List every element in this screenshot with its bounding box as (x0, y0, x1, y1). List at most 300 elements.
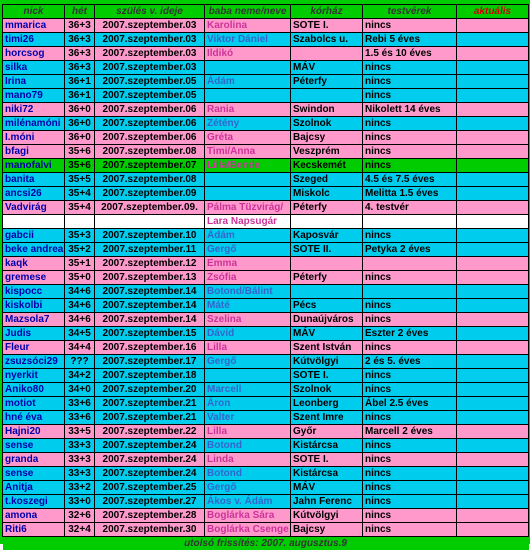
table-row (3, 313, 529, 327)
cell-het: 34+5 (65, 327, 95, 341)
cell-hospital: Dunaújváros (291, 313, 363, 327)
cell-aktualis (457, 453, 529, 467)
cell-aktualis (457, 509, 529, 523)
cell-baby: Dávid (205, 327, 291, 341)
cell-siblings: nincs (363, 145, 457, 159)
cell-het: 35+1 (65, 257, 95, 271)
cell-het: 36+0 (65, 117, 95, 131)
cell-date: 2007.szeptember.09. (95, 201, 205, 215)
cell-baby: Lilla (205, 341, 291, 355)
cell-het: 36+3 (65, 33, 95, 47)
cell-nick: gremese (3, 271, 65, 285)
cell-het: 32+6 (65, 509, 95, 523)
cell-date: 2007.szeptember.05 (95, 89, 205, 103)
cell-siblings: nincs (363, 229, 457, 243)
cell-siblings: nincs (363, 509, 457, 523)
cell-nick: mano79 (3, 89, 65, 103)
cell-aktualis (457, 187, 529, 201)
cell-hospital: Szeged (291, 173, 363, 187)
cell-hospital (291, 215, 363, 229)
table-row (3, 425, 529, 439)
cell-baby (205, 173, 291, 187)
cell-date: 2007.szeptember.06 (95, 103, 205, 117)
cell-hospital: Péterfy (291, 75, 363, 89)
cell-baby: Emma (205, 257, 291, 271)
table-row (3, 523, 529, 537)
header-szules: szülés v. ideje (95, 5, 205, 19)
cell-nick: hné éva (3, 411, 65, 425)
cell-siblings: nincs (363, 159, 457, 173)
cell-siblings: Melitta 1.5 éves (363, 187, 457, 201)
cell-het: 36+3 (65, 47, 95, 61)
cell-nick: nyerkit (3, 369, 65, 383)
cell-het: 35+0 (65, 271, 95, 285)
table-body (3, 19, 529, 537)
cell-siblings: nincs (363, 117, 457, 131)
cell-nick: Mazsola7 (3, 313, 65, 327)
cell-hospital: MÁV (291, 61, 363, 75)
cell-baby: Szelina (205, 313, 291, 327)
cell-baby: Lilla (205, 425, 291, 439)
cell-nick: Riti6 (3, 523, 65, 537)
cell-aktualis (457, 411, 529, 425)
table-row (3, 257, 529, 271)
cell-hospital: SOTE I. (291, 453, 363, 467)
cell-baby: Karolina (205, 19, 291, 33)
cell-siblings: 4. testvér (363, 201, 457, 215)
cell-het: 35+5 (65, 173, 95, 187)
cell-nick: manofalvi (3, 159, 65, 173)
cell-aktualis (457, 285, 529, 299)
cell-siblings: nincs (363, 439, 457, 453)
table-row (3, 299, 529, 313)
cell-nick: Judis (3, 327, 65, 341)
table-row (3, 89, 529, 103)
header-nick: nick (3, 5, 65, 19)
cell-date: 2007.szeptember.17 (95, 355, 205, 369)
cell-baby: Ádám (205, 75, 291, 89)
cell-date: 2007.szeptember.24 (95, 453, 205, 467)
cell-het: 35+3 (65, 229, 95, 243)
cell-siblings: nincs (363, 341, 457, 355)
cell-date: 2007.szeptember.09 (95, 187, 205, 201)
cell-date: 2007.szeptember.13 (95, 271, 205, 285)
cell-siblings: 2 és 5. éves (363, 355, 457, 369)
cell-aktualis (457, 271, 529, 285)
table-row (3, 33, 529, 47)
cell-hospital: Swindon (291, 103, 363, 117)
cell-siblings: nincs (363, 271, 457, 285)
cell-het (65, 215, 95, 229)
cell-nick: Anitja (3, 481, 65, 495)
cell-baby: Gergő (205, 481, 291, 495)
table-row (3, 215, 529, 229)
cell-het: 33+2 (65, 481, 95, 495)
cell-aktualis (457, 383, 529, 397)
cell-nick: timi26 (3, 33, 65, 47)
cell-date: 2007.szeptember.07 (95, 159, 205, 173)
cell-hospital: Kaposvár (291, 229, 363, 243)
cell-baby: Gergő (205, 243, 291, 257)
cell-baby (205, 369, 291, 383)
cell-hospital: Szabolcs u. (291, 33, 363, 47)
table-row (3, 355, 529, 369)
cell-baby: Lara Napsugár (205, 215, 291, 229)
cell-siblings: nincs (363, 299, 457, 313)
cell-het: 36+3 (65, 19, 95, 33)
cell-siblings: Rebi 5 éves (363, 33, 457, 47)
cell-aktualis (457, 61, 529, 75)
cell-hospital: Kútvölgyi (291, 509, 363, 523)
cell-hospital: Kútvölgyi (291, 355, 363, 369)
cell-date: 2007.szeptember.14 (95, 313, 205, 327)
cell-siblings: nincs (363, 61, 457, 75)
cell-het: 35+6 (65, 159, 95, 173)
cell-nick: sense (3, 439, 65, 453)
cell-nick: Vadvirág (3, 201, 65, 215)
table-row (3, 327, 529, 341)
cell-baby: Pálma Tüzvirág/ (205, 201, 291, 215)
table-row (3, 369, 529, 383)
cell-het: 33+3 (65, 439, 95, 453)
cell-hospital: SOTE I. (291, 369, 363, 383)
table-row (3, 229, 529, 243)
cell-het: 33+3 (65, 453, 95, 467)
cell-het: 34+6 (65, 285, 95, 299)
table-row (3, 159, 529, 173)
cell-aktualis (457, 173, 529, 187)
cell-nick: Irina (3, 75, 65, 89)
cell-het: 34+2 (65, 369, 95, 383)
cell-nick: ancsi26 (3, 187, 65, 201)
cell-het: 35+6 (65, 145, 95, 159)
cell-siblings: nincs (363, 19, 457, 33)
cell-hospital: Győr (291, 425, 363, 439)
cell-date: 2007.szeptember.06 (95, 117, 205, 131)
table-row (3, 411, 529, 425)
cell-hospital: Szolnok (291, 383, 363, 397)
cell-date: 2007.szeptember.03 (95, 61, 205, 75)
cell-nick: kispocc (3, 285, 65, 299)
cell-hospital: Bajcsy (291, 131, 363, 145)
table-row (3, 117, 529, 131)
table-row (3, 145, 529, 159)
cell-date: 2007.szeptember.11 (95, 243, 205, 257)
cell-hospital (291, 47, 363, 61)
last-update-text: utolsó frissítés: 2007. augusztus.9 (3, 537, 529, 550)
cell-nick: I.móni (3, 131, 65, 145)
cell-hospital: MÁV (291, 327, 363, 341)
cell-aktualis (457, 341, 529, 355)
cell-nick: sense (3, 467, 65, 481)
cell-siblings: nincs (363, 89, 457, 103)
cell-date: 2007.szeptember.22 (95, 425, 205, 439)
cell-het: 33+5 (65, 425, 95, 439)
cell-date: 2007.szeptember.03 (95, 47, 205, 61)
cell-aktualis (457, 33, 529, 47)
cell-date: 2007.szeptember.24 (95, 439, 205, 453)
cell-date: 2007.szeptember.27 (95, 495, 205, 509)
cell-aktualis (457, 439, 529, 453)
cell-het: 34+4 (65, 341, 95, 355)
cell-siblings: Marcell 2 éves (363, 425, 457, 439)
cell-nick: silka (3, 61, 65, 75)
cell-aktualis (457, 103, 529, 117)
footer-row (3, 537, 529, 550)
cell-baby: Boglárka Sára (205, 509, 291, 523)
cell-aktualis (457, 145, 529, 159)
cell-date: 2007.szeptember.03 (95, 33, 205, 47)
cell-het: 33+3 (65, 467, 95, 481)
cell-aktualis (457, 47, 529, 61)
cell-nick: kiskolbi (3, 299, 65, 313)
table-row (3, 467, 529, 481)
cell-aktualis (457, 257, 529, 271)
cell-aktualis (457, 299, 529, 313)
header-testverek: testvérek (363, 5, 457, 19)
cell-date: 2007.szeptember.25 (95, 481, 205, 495)
cell-date: 2007.szeptember.21 (95, 397, 205, 411)
cell-siblings (363, 285, 457, 299)
table-row (3, 383, 529, 397)
cell-date: 2007.szeptember.24 (95, 467, 205, 481)
table-row (3, 61, 529, 75)
cell-baby: Viktor Dániel (205, 33, 291, 47)
cell-baby (205, 61, 291, 75)
cell-nick: bfagi (3, 145, 65, 159)
cell-nick: kaqk (3, 257, 65, 271)
cell-aktualis (457, 481, 529, 495)
cell-aktualis (457, 131, 529, 145)
cell-nick: banita (3, 173, 65, 187)
cell-het: 36+1 (65, 89, 95, 103)
cell-nick: mmarica (3, 19, 65, 33)
cell-siblings: nincs (363, 313, 457, 327)
table-row (3, 341, 529, 355)
cell-baby: Botond (205, 439, 291, 453)
cell-date: 2007.szeptember.20 (95, 383, 205, 397)
cell-date: 2007.szeptember.05 (95, 75, 205, 89)
cell-nick: motiot (3, 397, 65, 411)
table-row (3, 453, 529, 467)
cell-hospital: Veszprém (291, 145, 363, 159)
cell-siblings: nincs (363, 75, 457, 89)
cell-aktualis (457, 467, 529, 481)
cell-het: 33+6 (65, 411, 95, 425)
cell-aktualis (457, 117, 529, 131)
cell-aktualis (457, 355, 529, 369)
cell-het: 33+0 (65, 495, 95, 509)
cell-nick: milénamóni (3, 117, 65, 131)
table-row (3, 271, 529, 285)
cell-hospital: MÁV (291, 481, 363, 495)
cell-aktualis (457, 495, 529, 509)
table-row (3, 103, 529, 117)
cell-hospital: Kistárcsa (291, 467, 363, 481)
cell-hospital: Kistárcsa (291, 439, 363, 453)
cell-date: 2007.szeptember.10 (95, 229, 205, 243)
cell-nick: horcsog (3, 47, 65, 61)
cell-siblings (363, 257, 457, 271)
cell-nick: granda (3, 453, 65, 467)
cell-het: 36+0 (65, 131, 95, 145)
cell-date: 2007.szeptember.21 (95, 411, 205, 425)
cell-baby: Rania (205, 103, 291, 117)
cell-baby: Zsófia (205, 271, 291, 285)
cell-het: 35+4 (65, 187, 95, 201)
cell-siblings: nincs (363, 467, 457, 481)
cell-hospital: Péterfy (291, 201, 363, 215)
cell-baby: Boglárka Csenge (205, 523, 291, 537)
cell-date: 2007.szeptember.12 (95, 257, 205, 271)
cell-het: 34+0 (65, 383, 95, 397)
cell-het: 35+2 (65, 243, 95, 257)
table-row (3, 173, 529, 187)
cell-hospital: Szolnok (291, 117, 363, 131)
cell-aktualis (457, 89, 529, 103)
cell-aktualis (457, 229, 529, 243)
table-row (3, 243, 529, 257)
table-row (3, 481, 529, 495)
header-row (3, 5, 529, 19)
cell-hospital: Bajcsy (291, 523, 363, 537)
cell-hospital (291, 285, 363, 299)
cell-siblings: Nikolett 14 éves (363, 103, 457, 117)
cell-aktualis (457, 159, 529, 173)
cell-nick: amona (3, 509, 65, 523)
cell-baby: Botond/Bálint (205, 285, 291, 299)
cell-nick: gabcii (3, 229, 65, 243)
cell-nick: niki72 (3, 103, 65, 117)
cell-baby: Gergő (205, 355, 291, 369)
cell-aktualis (457, 523, 529, 537)
cell-date: 2007.szeptember.14 (95, 285, 205, 299)
cell-siblings: nincs (363, 453, 457, 467)
cell-hospital: SOTE I. (291, 19, 363, 33)
cell-hospital: Jahn Ferenc (291, 495, 363, 509)
table-row (3, 19, 529, 33)
header-het: hét (65, 5, 95, 19)
table-row (3, 439, 529, 453)
cell-aktualis (457, 425, 529, 439)
cell-siblings: nincs (363, 481, 457, 495)
table-row (3, 131, 529, 145)
cell-het: 33+6 (65, 397, 95, 411)
table-row (3, 285, 529, 299)
cell-aktualis (457, 19, 529, 33)
cell-hospital: Szent István (291, 341, 363, 355)
cell-baby: Ákos v. Ádám (205, 495, 291, 509)
cell-het: 32+4 (65, 523, 95, 537)
cell-aktualis (457, 369, 529, 383)
cell-siblings: nincs (363, 131, 457, 145)
table-row (3, 397, 529, 411)
cell-date: 2007.szeptember.14 (95, 299, 205, 313)
cell-siblings: nincs (363, 383, 457, 397)
cell-nick: Aniko80 (3, 383, 65, 397)
cell-date: 2007.szeptember.15 (95, 327, 205, 341)
cell-date: 2007.szeptember.18 (95, 369, 205, 383)
cell-het: 34+6 (65, 313, 95, 327)
cell-baby: Marcell (205, 383, 291, 397)
cell-baby (205, 89, 291, 103)
cell-het: 36+3 (65, 61, 95, 75)
cell-baby: Lilla/Bende (205, 159, 291, 173)
cell-siblings: nincs (363, 495, 457, 509)
cell-hospital (291, 89, 363, 103)
cell-aktualis (457, 397, 529, 411)
cell-baby: Ildikó (205, 47, 291, 61)
cell-hospital: SOTE II. (291, 243, 363, 257)
cell-nick: zsuzsóci29 (3, 355, 65, 369)
cell-siblings: nincs (363, 369, 457, 383)
cell-siblings: 4.5 és 7.5 éves (363, 173, 457, 187)
cell-siblings: Petyka 2 éves (363, 243, 457, 257)
table-row (3, 187, 529, 201)
cell-date (95, 215, 205, 229)
table-row (3, 509, 529, 523)
cell-aktualis (457, 327, 529, 341)
cell-baby: Linda (205, 453, 291, 467)
header-korhaz: kórház (291, 5, 363, 19)
cell-siblings: Ábel 2.5 éves (363, 397, 457, 411)
cell-het: 36+0 (65, 103, 95, 117)
table-row (3, 75, 529, 89)
table-row (3, 201, 529, 215)
cell-baby: Timi/Anna (205, 145, 291, 159)
cell-aktualis (457, 313, 529, 327)
cell-nick: Hajni20 (3, 425, 65, 439)
cell-hospital: Miskolc (291, 187, 363, 201)
cell-siblings: 1.5 és 10 éves (363, 47, 457, 61)
header-baba: baba neme/neve (205, 5, 291, 19)
cell-date: 2007.szeptember.28 (95, 509, 205, 523)
cell-baby: Máté (205, 299, 291, 313)
cell-aktualis (457, 215, 529, 229)
cell-baby (205, 187, 291, 201)
cell-hospital: Pécs (291, 299, 363, 313)
cell-hospital: Kecskemét (291, 159, 363, 173)
cell-siblings: nincs (363, 411, 457, 425)
cell-date: 2007.szeptember.16 (95, 341, 205, 355)
cell-baby: Valter (205, 411, 291, 425)
cell-date: 2007.szeptember.03 (95, 19, 205, 33)
table-row (3, 495, 529, 509)
cell-hospital: Péterfy (291, 271, 363, 285)
cell-baby: Zétény (205, 117, 291, 131)
cell-het: 35+4 (65, 201, 95, 215)
cell-hospital (291, 257, 363, 271)
cell-nick (3, 215, 65, 229)
cell-date: 2007.szeptember.30 (95, 523, 205, 537)
cell-nick: t.koszegi (3, 495, 65, 509)
cell-baby: Áron (205, 397, 291, 411)
cell-het: 34+6 (65, 299, 95, 313)
cell-siblings (363, 215, 457, 229)
cell-het: 36+1 (65, 75, 95, 89)
cell-date: 2007.szeptember.08 (95, 145, 205, 159)
cell-aktualis (457, 75, 529, 89)
table-row (3, 47, 529, 61)
cell-date: 2007.szeptember.06 (95, 131, 205, 145)
cell-siblings: Eszter 2 éves (363, 327, 457, 341)
cell-baby: Botond (205, 467, 291, 481)
cell-date: 2007.szeptember.08 (95, 173, 205, 187)
cell-het: ??? (65, 355, 95, 369)
cell-baby: Ádám (205, 229, 291, 243)
header-aktualis: aktuális (457, 5, 529, 19)
cell-nick: Fleur (3, 341, 65, 355)
